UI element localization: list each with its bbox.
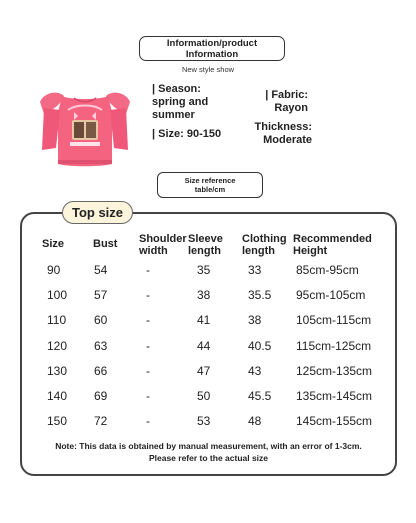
header-shoulder-line2: width [139, 245, 168, 257]
header-sleeve-line2: length [188, 245, 221, 257]
header-clothing-line2: length [242, 245, 275, 257]
season-value: spring and summer [152, 96, 209, 121]
season-info [152, 83, 252, 122]
cell-shoulder: - [146, 288, 150, 303]
info-header-line1: Information/product [166, 37, 258, 49]
cell-size: 120 [47, 338, 68, 353]
cell-size: 150 [47, 414, 68, 429]
size-reference-line2: table/cm [194, 185, 226, 194]
cell-clothing: 33 [248, 263, 262, 277]
cell-shoulder: - [146, 363, 150, 378]
top-size-badge: Top size [62, 201, 133, 224]
fabric-value: Rayon [274, 102, 308, 114]
cell-bust: 63 [94, 338, 108, 353]
cell-bust: 69 [94, 389, 108, 403]
cell-shoulder: - [146, 263, 150, 277]
cell-sleeve: 35 [197, 263, 211, 277]
header-sleeve-line1: Sleeve [188, 233, 223, 245]
size-reference-pill [157, 172, 263, 198]
info-header-line2: Information [185, 48, 239, 60]
cell-clothing: 43 [248, 363, 262, 378]
cell-size: 130 [47, 363, 68, 378]
cell-shoulder: - [146, 389, 150, 403]
thickness-label: Thickness: [254, 121, 312, 133]
cell-bust: 66 [94, 363, 108, 378]
note-line2: Please refer to the actual size [148, 453, 269, 463]
cell-height: 145cm-155cm [296, 414, 373, 429]
fabric-label: | Fabric: [265, 89, 308, 101]
size-info: | Size: 90-150 [152, 128, 222, 140]
info-header-pill [139, 36, 285, 61]
cell-sleeve: 50 [197, 389, 211, 403]
header-clothing-line1: Clothing [242, 233, 287, 245]
header-bust [93, 238, 117, 250]
header-size [42, 238, 64, 250]
cell-sleeve: 44 [197, 338, 211, 353]
header-clothing-length [242, 233, 287, 257]
subtitle: New style show [181, 65, 235, 74]
header-shoulder-line1: Shoulder [139, 233, 187, 245]
header-sleeve-length [188, 233, 223, 257]
header-bust-label: Bust [93, 238, 118, 250]
cell-size: 90 [47, 263, 61, 277]
cell-clothing: 40.5 [248, 338, 272, 353]
cell-height: 95cm-105cm [296, 288, 366, 303]
cell-size: 140 [47, 389, 68, 403]
size-reference-line1: Size reference [184, 176, 236, 185]
note-line1: Note: This data is obtained by manual measurement, with an error of 1-3cm. [55, 441, 362, 451]
cell-sleeve: 38 [197, 288, 211, 303]
cell-bust: 54 [94, 263, 108, 277]
cell-bust: 72 [94, 414, 108, 429]
thickness-value: Moderate [263, 134, 312, 146]
cell-size: 100 [47, 288, 68, 303]
cell-clothing: 38 [248, 313, 262, 328]
cell-shoulder: - [146, 414, 150, 429]
header-height-line1: Recommended [293, 233, 372, 245]
cell-height: 125cm-135cm [296, 363, 373, 378]
cell-sleeve: 47 [197, 363, 211, 378]
cell-height: 115cm-125cm [296, 338, 372, 353]
cell-height: 85cm-95cm [296, 263, 359, 277]
header-size-label: Size [42, 238, 65, 250]
cell-size: 110 [47, 313, 67, 328]
header-recommended-height [293, 233, 372, 257]
season-label: | Season: [152, 83, 201, 95]
cell-clothing: 45.5 [248, 389, 272, 403]
cell-shoulder: - [146, 338, 150, 353]
cell-clothing: 35.5 [248, 288, 272, 303]
product-shirt-image [30, 88, 140, 168]
cell-shoulder: - [146, 313, 150, 328]
cell-height: 135cm-145cm [296, 389, 373, 403]
cell-bust: 57 [94, 288, 108, 303]
cell-sleeve: 41 [197, 313, 211, 328]
cell-height: 105cm-115cm [296, 313, 372, 328]
header-height-line2: Height [293, 245, 328, 257]
cell-clothing: 48 [248, 414, 262, 429]
fabric-info [262, 89, 308, 115]
cell-sleeve: 53 [197, 414, 211, 429]
measurement-note [20, 440, 397, 464]
cell-bust: 60 [94, 313, 108, 328]
header-shoulder-width [139, 233, 187, 257]
thickness-info [252, 121, 312, 147]
